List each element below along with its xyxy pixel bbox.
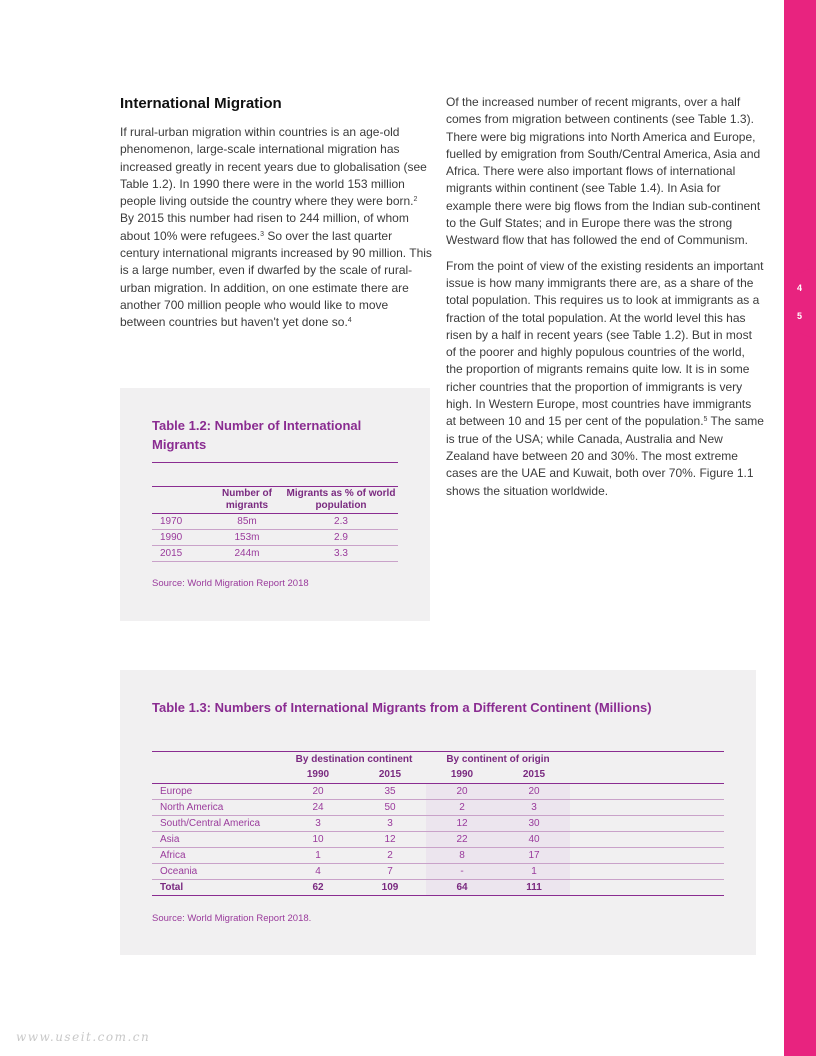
- table-1-2-source: Source: World Migration Report 2018: [152, 578, 309, 589]
- value-cell: 1: [282, 848, 354, 864]
- table-row: [152, 800, 724, 816]
- value-cell: 50: [354, 800, 426, 816]
- value-cell: 8: [426, 848, 498, 864]
- year-header: 1990: [282, 768, 354, 784]
- value-cell: 2: [354, 848, 426, 864]
- year-cell: 1990: [152, 530, 210, 546]
- table-row: [152, 784, 724, 800]
- table-1-3-source: Source: World Migration Report 2018.: [152, 913, 312, 924]
- year-header: 2015: [498, 768, 570, 784]
- migrants-cell: 244m: [210, 546, 284, 562]
- total-value-cell: 64: [426, 880, 498, 896]
- year-header: 2015: [354, 768, 426, 784]
- migrants-cell: 85m: [210, 514, 284, 530]
- year-header: 1990: [426, 768, 498, 784]
- destination-group-header: By destination continent: [295, 753, 413, 765]
- value-cell: 3: [354, 816, 426, 832]
- intro-paragraph: If rural-urban migration within countries is an age-old phenomenon, large-scale international migration has increased greatly in recent years due to globalisation (see Table 1.2). In 1990 there were in the world 153 million people living outside the country where they were born.$^2$ By 2015 this number had risen to 244 million, of whom about 10% were refugees.$^3$ So over the last quarter century international migrants increased by 90 million. This is a large number, even if dwarfed by the scale of rural-urban migration. In addition, on one estimate there are another 700 million people who would like to move between countries but haven't yet done so.$^4$: [120, 125, 432, 330]
- table-row: [152, 864, 724, 880]
- table-1-2-title: Table 1.2: Number of International Migrants: [152, 418, 362, 452]
- year-cell: 2015: [152, 546, 210, 562]
- percent-cell: 2.9: [284, 530, 398, 546]
- continent-cell: Oceania: [152, 864, 282, 880]
- table-1-2-panel: [120, 388, 430, 621]
- value-cell: 3: [498, 800, 570, 816]
- origin-group-header: By continent of origin: [446, 753, 550, 765]
- table-1-3: [152, 751, 724, 896]
- total-value-cell: 111: [498, 880, 570, 896]
- total-label-cell: Total: [152, 880, 282, 896]
- page-number-left: 4: [797, 283, 803, 293]
- table-row: [152, 848, 724, 864]
- value-cell: 30: [498, 816, 570, 832]
- footnote-ref: 5: [703, 416, 708, 424]
- section-heading: International Migration: [120, 95, 282, 112]
- value-cell: 3: [282, 816, 354, 832]
- continent-cell: North America: [152, 800, 282, 816]
- percent-cell: 3.3: [284, 546, 398, 562]
- right-column: [446, 94, 764, 508]
- table-title-rule: [152, 462, 398, 463]
- group-header-row: [152, 752, 724, 768]
- value-cell: -: [426, 864, 498, 880]
- migrants-cell: 153m: [210, 530, 284, 546]
- continent-cell: Europe: [152, 784, 282, 800]
- watermark-text: www.useit.com.cn: [16, 1030, 151, 1044]
- continent-cell: Africa: [152, 848, 282, 864]
- table-row: [152, 530, 398, 546]
- value-cell: 10: [282, 832, 354, 848]
- value-cell: 12: [426, 816, 498, 832]
- footnote-ref: 4: [347, 317, 352, 325]
- left-column: [120, 94, 432, 340]
- table-row: [152, 832, 724, 848]
- value-cell: 7: [354, 864, 426, 880]
- total-value-cell: 109: [354, 880, 426, 896]
- table-header-row: [152, 487, 398, 514]
- table-row: [152, 816, 724, 832]
- year-cell: 1970: [152, 514, 210, 530]
- continent-cell: Asia: [152, 832, 282, 848]
- header-cell: Migrants as % of world population: [284, 487, 398, 514]
- table-1-3-panel: [120, 670, 756, 955]
- value-cell: 20: [426, 784, 498, 800]
- header-cell: [152, 487, 210, 514]
- value-cell: 17: [498, 848, 570, 864]
- total-value-cell: 62: [282, 880, 354, 896]
- table-1-2: [152, 486, 398, 562]
- value-cell: 1: [498, 864, 570, 880]
- table-1-3-title: Table 1.3: Numbers of International Migrants from a Different Continent (Millions): [152, 700, 652, 715]
- footnote-ref: 2: [413, 196, 418, 204]
- percent-cell: 2.3: [284, 514, 398, 530]
- value-cell: 22: [426, 832, 498, 848]
- side-color-bar: [784, 0, 816, 1056]
- continents-paragraph: Of the increased number of recent migrants, over a half comes from migration between continents (see Table 1.3). There were big migrations into North America and Europe, fuelled by emigration from South/Central America, Asia and Africa. There were also important flows of international migrants within continent (see Table 1.4). In Asia for example there were big flows from the Indian sub-continent to the Gulf States; and in Europe there was the strong Westward flow that has followed the end of Communism.: [446, 95, 761, 248]
- table-row: [152, 546, 398, 562]
- value-cell: 4: [282, 864, 354, 880]
- value-cell: 12: [354, 832, 426, 848]
- year-header-row: [152, 768, 724, 784]
- total-row: [152, 880, 724, 896]
- value-cell: 2: [426, 800, 498, 816]
- continent-cell: South/Central America: [152, 816, 282, 832]
- table-row: [152, 514, 398, 530]
- value-cell: 40: [498, 832, 570, 848]
- value-cell: 20: [282, 784, 354, 800]
- residents-paragraph: From the point of view of the existing residents an important issue is how many immigrants there are, as a share of the total population. This requires us to look at immigrants as a fraction of the total population. At the world level this has risen by a half in recent years (see Table 1.2). But in most of the poorer and highly populous countries of the world, the proportion of migrants remains quite low. It is in some richer countries that the proportion of immigrants is very high. In Western Europe, most countries have immigrants at between 10 and 15 per cent of the population.$^5$ The same is true of the USA; while Canada, Australia and New Zealand have between 20 and 30%. The most extreme cases are the UAE and Kuwait, both over 70%. Figure 1.1 shows the situation worldwide.: [446, 258, 764, 498]
- header-cell: Number of migrants: [210, 487, 284, 514]
- page-number-right: 5: [797, 311, 803, 321]
- footnote-ref: 3: [260, 230, 264, 238]
- value-cell: 24: [282, 800, 354, 816]
- value-cell: 35: [354, 784, 426, 800]
- value-cell: 20: [498, 784, 570, 800]
